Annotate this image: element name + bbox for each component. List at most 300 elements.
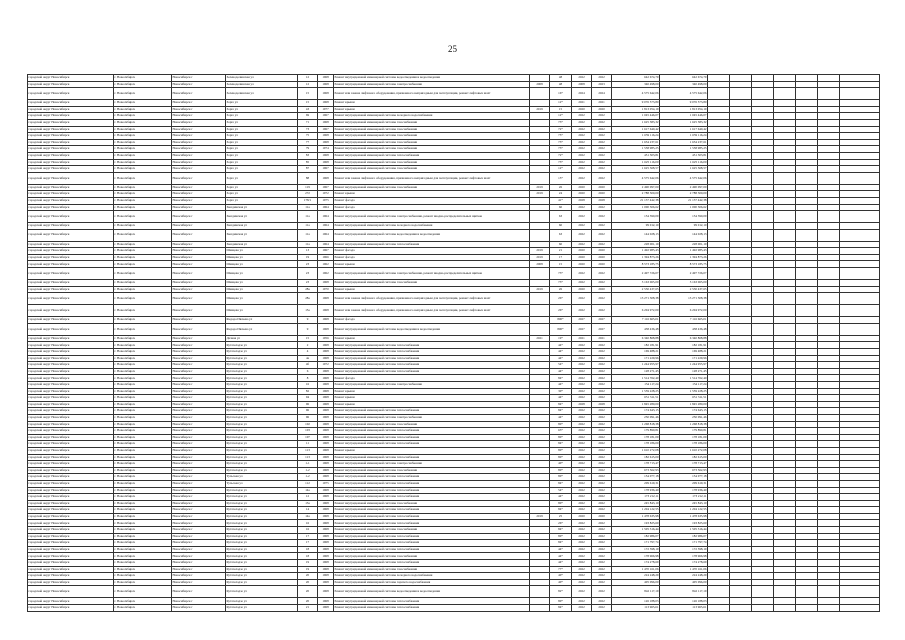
street-cell: Кутателадзе ул	[226, 355, 298, 362]
total-cost-cell: 673 562,93	[660, 467, 708, 474]
municipality-cell: городской округ Новосибирск	[28, 579, 114, 586]
empty-cell	[818, 579, 840, 586]
table-row	[28, 461, 880, 468]
period-cell: 2022	[592, 395, 612, 402]
empty-cell	[708, 553, 730, 560]
plan-year-cell: 2022	[572, 211, 592, 223]
total-cost-cell: 842 117,19	[660, 586, 708, 598]
empty-cell	[774, 454, 796, 461]
total-cost-cell: 113 965,61	[660, 605, 708, 612]
plan-year-cell: 2022	[572, 494, 592, 501]
empty-cell	[774, 428, 796, 435]
settlement-cell: г. Новосибирск	[114, 75, 172, 82]
empty-cell	[818, 401, 840, 408]
empty-cell	[796, 520, 818, 527]
empty-cell	[708, 280, 730, 287]
empty-cell	[752, 487, 774, 494]
build-year-cell: 1968	[318, 75, 334, 82]
empty-cell	[840, 146, 880, 153]
settlement-cell: г. Новосибирск	[114, 241, 172, 248]
empty-cell	[818, 434, 840, 441]
empty-cell	[818, 533, 840, 540]
last-repair-year-cell	[530, 461, 550, 468]
empty-cell	[818, 159, 840, 166]
municipality-cell: городской округ Новосибирск	[28, 229, 114, 241]
empty-cell	[818, 494, 840, 501]
wear-cell: 80*	[550, 598, 572, 605]
empty-cell	[796, 342, 818, 349]
wear-cell: 30*	[550, 388, 572, 395]
last-repair-year-cell	[530, 434, 550, 441]
locality-cell: Новосибирск г	[172, 317, 226, 324]
locality-cell: Новосибирск г	[172, 204, 226, 211]
empty-cell	[708, 159, 730, 166]
settlement-cell: г. Новосибирск	[114, 494, 172, 501]
settlement-cell: г. Новосибирск	[114, 573, 172, 580]
empty-cell	[752, 553, 774, 560]
plan-year-cell: 2022	[572, 546, 592, 553]
street-cell: Зорге ул	[226, 184, 298, 191]
last-repair-year-cell: 2019	[530, 106, 550, 113]
empty-cell	[774, 139, 796, 146]
empty-cell	[730, 229, 752, 241]
empty-cell	[840, 113, 880, 120]
empty-cell	[708, 197, 730, 204]
empty-cell	[840, 184, 880, 191]
build-year-cell: 1967	[318, 126, 334, 133]
empty-cell	[730, 573, 752, 580]
plan-year-cell: 2020	[572, 254, 592, 261]
empty-cell	[730, 280, 752, 287]
total-cost-cell: 405 096,00	[660, 579, 708, 586]
settlement-cell: г. Новосибирск	[114, 520, 172, 527]
wear-cell: 63	[550, 229, 572, 241]
empty-cell	[840, 540, 880, 547]
locality-cell: Новосибирск г	[172, 434, 226, 441]
municipality-cell: городской округ Новосибирск	[28, 100, 114, 107]
empty-cell	[752, 335, 774, 342]
empty-cell	[730, 159, 752, 166]
empty-cell	[840, 106, 880, 113]
empty-cell	[730, 447, 752, 454]
period-cell: 2022	[592, 75, 612, 82]
total-cost-cell: 144 028,13	[660, 229, 708, 241]
street-cell: Кутателадзе ул	[226, 382, 298, 389]
cost-cell: 340 498,00	[612, 81, 660, 88]
empty-cell	[840, 159, 880, 166]
locality-cell: Новосибирск г	[172, 467, 226, 474]
empty-cell	[840, 261, 880, 268]
settlement-cell: г. Новосибирск	[114, 540, 172, 547]
house-number-cell: 8	[298, 375, 318, 382]
table-row	[28, 447, 880, 454]
empty-cell	[752, 579, 774, 586]
empty-cell	[840, 507, 880, 514]
street-cell: Зорге ул	[226, 159, 298, 166]
work-type-cell: Ремонт внутридомовой инженерной системы теплоснабжения	[334, 428, 530, 435]
empty-cell	[708, 566, 730, 573]
empty-cell	[708, 527, 730, 534]
empty-cell	[708, 408, 730, 415]
build-year-cell: 1968	[318, 133, 334, 140]
cost-cell: 1 625 368,57	[612, 166, 660, 173]
wear-cell: 84*	[550, 605, 572, 612]
house-number-cell: 1-1	[298, 461, 318, 468]
house-number-cell: 119	[298, 184, 318, 191]
empty-cell	[752, 166, 774, 173]
period-cell: 2022	[592, 375, 612, 382]
locality-cell: Новосибирск г	[172, 513, 226, 520]
empty-cell	[840, 166, 880, 173]
work-type-cell: Ремонт внутридомовой инженерной системы электроснабжения, ремонт вводно-распределительных щитков	[334, 268, 530, 280]
empty-cell	[774, 586, 796, 598]
empty-cell	[752, 382, 774, 389]
wear-cell: 44*	[550, 355, 572, 362]
empty-cell	[796, 305, 818, 317]
table-row	[28, 500, 880, 507]
cost-cell: 154 390,09	[612, 211, 660, 223]
empty-cell	[840, 286, 880, 293]
empty-cell	[752, 317, 774, 324]
empty-cell	[818, 119, 840, 126]
settlement-cell: г. Новосибирск	[114, 441, 172, 448]
period-cell: 2022	[592, 241, 612, 248]
empty-cell	[796, 223, 818, 230]
empty-cell	[840, 88, 880, 100]
settlement-cell: г. Новосибирск	[114, 408, 172, 415]
build-year-cell: 1970	[318, 286, 334, 293]
last-repair-year-cell	[530, 362, 550, 369]
wear-cell: 24	[550, 191, 572, 198]
street-cell: Шевцова ул	[226, 286, 298, 293]
cost-cell: 113 965,61	[612, 605, 660, 612]
house-number-cell: 178/1	[298, 197, 318, 204]
empty-cell	[774, 211, 796, 223]
empty-cell	[752, 566, 774, 573]
last-repair-year-cell	[530, 241, 550, 248]
empty-cell	[708, 454, 730, 461]
plan-year-cell: 2022	[572, 553, 592, 560]
empty-cell	[840, 434, 880, 441]
settlement-cell: г. Новосибирск	[114, 100, 172, 107]
work-type-cell: Ремонт внутридомовой инженерной системы газоснабжения	[334, 566, 530, 573]
total-cost-cell: 1 845 280,00	[660, 401, 708, 408]
settlement-cell: г. Новосибирск	[114, 513, 172, 520]
house-number-cell: 20	[298, 598, 318, 605]
wear-cell: 73*	[550, 119, 572, 126]
empty-cell	[818, 507, 840, 514]
empty-cell	[840, 395, 880, 402]
table-row	[28, 197, 880, 204]
total-cost-cell: 2 497 726,07	[660, 268, 708, 280]
last-repair-year-cell	[530, 527, 550, 534]
empty-cell	[708, 119, 730, 126]
plan-year-cell: 2022	[572, 159, 592, 166]
build-year-cell: 1977	[318, 106, 334, 113]
locality-cell: Новосибирск г	[172, 546, 226, 553]
plan-year-cell: 2022	[572, 204, 592, 211]
empty-cell	[708, 474, 730, 481]
plan-year-cell: 2022	[572, 408, 592, 415]
empty-cell	[840, 421, 880, 428]
empty-cell	[708, 100, 730, 107]
cost-cell: 1 505 316,44	[612, 527, 660, 534]
empty-cell	[774, 335, 796, 342]
empty-cell	[796, 467, 818, 474]
empty-cell	[708, 586, 730, 598]
empty-cell	[774, 375, 796, 382]
empty-cell	[708, 414, 730, 421]
empty-cell	[818, 305, 840, 317]
settlement-cell: г. Новосибирск	[114, 467, 172, 474]
plan-year-cell: 2022	[572, 395, 592, 402]
empty-cell	[774, 480, 796, 487]
settlement-cell: г. Новосибирск	[114, 527, 172, 534]
settlement-cell: г. Новосибирск	[114, 139, 172, 146]
street-cell: Зорге ул	[226, 152, 298, 159]
empty-cell	[840, 248, 880, 255]
build-year-cell: 1968	[318, 408, 334, 415]
total-cost-cell: 2 530 437,65	[660, 286, 708, 293]
plan-year-cell: 2022	[572, 579, 592, 586]
last-repair-year-cell	[530, 126, 550, 133]
locality-cell: Новосибирск г	[172, 261, 226, 268]
municipality-cell: городской округ Новосибирск	[28, 500, 114, 507]
total-cost-cell: 1 634 237,61	[660, 139, 708, 146]
empty-cell	[730, 566, 752, 573]
settlement-cell: г. Новосибирск	[114, 586, 172, 598]
wear-cell: 25	[550, 513, 572, 520]
empty-cell	[730, 100, 752, 107]
build-year-cell: 1968	[318, 280, 334, 287]
build-year-cell: 1968	[318, 494, 334, 501]
plan-year-cell: 2022	[572, 454, 592, 461]
work-type-cell: Ремонт внутридомовой инженерной системы теплоснабжения	[334, 434, 530, 441]
table-row	[28, 513, 880, 520]
last-repair-year-cell	[530, 553, 550, 560]
work-type-cell: Ремонт внутридомовой инженерной системы газоснабжения	[334, 133, 530, 140]
empty-cell	[840, 349, 880, 356]
plan-year-cell: 2022	[572, 349, 592, 356]
table-row	[28, 533, 880, 540]
empty-cell	[774, 254, 796, 261]
empty-cell	[752, 395, 774, 402]
work-type-cell: Ремонт внутридомовой инженерной системы холодного водоснабжения	[334, 223, 530, 230]
build-year-cell: 1962	[318, 261, 334, 268]
work-type-cell: Ремонт внутридомовой инженерной системы теплоснабжения	[334, 546, 530, 553]
plan-year-cell: 2022	[572, 434, 592, 441]
empty-cell	[840, 454, 880, 461]
total-cost-cell: 1 514 762,40	[660, 375, 708, 382]
empty-cell	[774, 533, 796, 540]
empty-cell	[840, 513, 880, 520]
period-cell: 2022	[592, 586, 612, 598]
empty-cell	[840, 375, 880, 382]
period-cell: 2022	[592, 553, 612, 560]
build-year-cell: 1967	[318, 113, 334, 120]
total-cost-cell: 154 117,24	[660, 382, 708, 389]
wear-cell: 80*	[550, 421, 572, 428]
empty-cell	[752, 211, 774, 223]
empty-cell	[774, 579, 796, 586]
empty-cell	[774, 152, 796, 159]
empty-cell	[818, 323, 840, 335]
empty-cell	[774, 81, 796, 88]
cost-cell: 1 634 237,61	[612, 139, 660, 146]
cost-cell: 2 497 726,07	[612, 268, 660, 280]
empty-cell	[752, 441, 774, 448]
period-cell: 2022	[592, 166, 612, 173]
wear-cell: 80*	[550, 434, 572, 441]
empty-cell	[796, 533, 818, 540]
settlement-cell: г. Новосибирск	[114, 211, 172, 223]
period-cell: 2022	[592, 480, 612, 487]
period-cell: 2020	[592, 286, 612, 293]
locality-cell: Новосибирск г	[172, 323, 226, 335]
build-year-cell: 1968	[318, 598, 334, 605]
wear-cell: 26	[550, 286, 572, 293]
empty-cell	[840, 368, 880, 375]
settlement-cell: г. Новосибирск	[114, 119, 172, 126]
empty-cell	[840, 500, 880, 507]
empty-cell	[774, 113, 796, 120]
empty-cell	[730, 172, 752, 184]
period-cell: 2022	[592, 474, 612, 481]
build-year-cell: 1972	[318, 191, 334, 198]
wear-cell: 84*	[550, 527, 572, 534]
empty-cell	[730, 507, 752, 514]
table-row	[28, 421, 880, 428]
build-year-cell: 1968	[318, 566, 334, 573]
municipality-cell: городской округ Новосибирск	[28, 395, 114, 402]
empty-cell	[774, 323, 796, 335]
work-type-cell: Ремонт внутридомовой инженерной системы теплоснабжения	[334, 560, 530, 567]
empty-cell	[818, 441, 840, 448]
empty-cell	[730, 335, 752, 342]
period-cell: 2022	[592, 560, 612, 567]
plan-year-cell: 2022	[572, 560, 592, 567]
empty-cell	[752, 428, 774, 435]
street-cell: Кутателадзе ул	[226, 605, 298, 612]
wear-cell: 12*	[550, 100, 572, 107]
house-number-cell: 75	[298, 133, 318, 140]
empty-cell	[752, 223, 774, 230]
empty-cell	[752, 293, 774, 305]
empty-cell	[708, 368, 730, 375]
last-repair-year-cell	[530, 605, 550, 612]
settlement-cell: г. Новосибирск	[114, 197, 172, 204]
last-repair-year-cell	[530, 146, 550, 153]
street-cell: Кутателадзе ул	[226, 362, 298, 369]
settlement-cell: г. Новосибирск	[114, 546, 172, 553]
empty-cell	[774, 355, 796, 362]
plan-year-cell: 2022	[572, 540, 592, 547]
empty-cell	[796, 566, 818, 573]
build-year-cell: 1968	[318, 305, 334, 317]
empty-cell	[818, 191, 840, 198]
empty-cell	[818, 248, 840, 255]
empty-cell	[708, 507, 730, 514]
locality-cell: Новосибирск г	[172, 408, 226, 415]
last-repair-year-cell	[530, 447, 550, 454]
period-cell: 2022	[592, 133, 612, 140]
empty-cell	[730, 520, 752, 527]
empty-cell	[730, 126, 752, 133]
empty-cell	[752, 184, 774, 191]
house-number-cell: 12	[298, 81, 318, 88]
last-repair-year-cell	[530, 159, 550, 166]
empty-cell	[708, 335, 730, 342]
wear-cell: 48	[550, 81, 572, 88]
period-cell: 2022	[592, 159, 612, 166]
empty-cell	[818, 375, 840, 382]
empty-cell	[730, 368, 752, 375]
work-type-cell: Ремонт крыши	[334, 447, 530, 454]
empty-cell	[708, 184, 730, 191]
house-number-cell: 18	[298, 546, 318, 553]
empty-cell	[730, 375, 752, 382]
street-cell: Кутателадзе ул	[226, 428, 298, 435]
total-cost-cell: 1 558 985,25	[660, 146, 708, 153]
total-cost-cell: 209 619,31	[660, 480, 708, 487]
empty-cell	[752, 540, 774, 547]
empty-cell	[708, 126, 730, 133]
plan-year-cell: 2022	[572, 375, 592, 382]
period-cell: 2022	[592, 113, 612, 120]
total-cost-cell: 182 181,91	[660, 342, 708, 349]
plan-year-cell: 2022	[572, 480, 592, 487]
table-row	[28, 382, 880, 389]
build-year-cell: 1967	[318, 248, 334, 255]
empty-cell	[774, 280, 796, 287]
municipality-cell: городской округ Новосибирск	[28, 480, 114, 487]
work-type-cell: Ремонт внутридомовой инженерной системы теплоснабжения	[334, 540, 530, 547]
locality-cell: Новосибирск г	[172, 474, 226, 481]
municipality-cell: городской округ Новосибирск	[28, 159, 114, 166]
empty-cell	[730, 533, 752, 540]
house-number-cell: 88	[298, 172, 318, 184]
work-type-cell: Ремонт или замена лифтового оборудования, признанного непригодным для эксплуатации, ремонт лифтовых шахт	[334, 88, 530, 100]
period-cell: 2028	[592, 197, 612, 204]
work-type-cell: Ремонт фасада	[334, 317, 530, 324]
empty-cell	[730, 388, 752, 395]
empty-cell	[774, 100, 796, 107]
empty-cell	[774, 560, 796, 567]
municipality-cell: городской округ Новосибирск	[28, 349, 114, 356]
work-type-cell: Ремонт фасада	[334, 204, 530, 211]
cost-cell: 144 028,13	[612, 229, 660, 241]
cost-cell: 1 625 116,00	[612, 159, 660, 166]
total-cost-cell: 21 137 442,38	[660, 197, 708, 204]
empty-cell	[818, 408, 840, 415]
wear-cell: 84*	[550, 375, 572, 382]
street-cell: Шевцова ул	[226, 261, 298, 268]
street-cell: Кутателадзе ул	[226, 533, 298, 540]
municipality-cell: городской округ Новосибирск	[28, 184, 114, 191]
period-cell: 2027	[592, 323, 612, 335]
wear-cell: 16*	[550, 88, 572, 100]
empty-cell	[840, 480, 880, 487]
period-cell: 2022	[592, 487, 612, 494]
build-year-cell: 1964	[318, 241, 334, 248]
empty-cell	[708, 434, 730, 441]
cost-cell: 438 436,48	[612, 323, 660, 335]
empty-cell	[730, 241, 752, 248]
empty-cell	[818, 513, 840, 520]
empty-cell	[730, 598, 752, 605]
empty-cell	[818, 88, 840, 100]
empty-cell	[840, 323, 880, 335]
